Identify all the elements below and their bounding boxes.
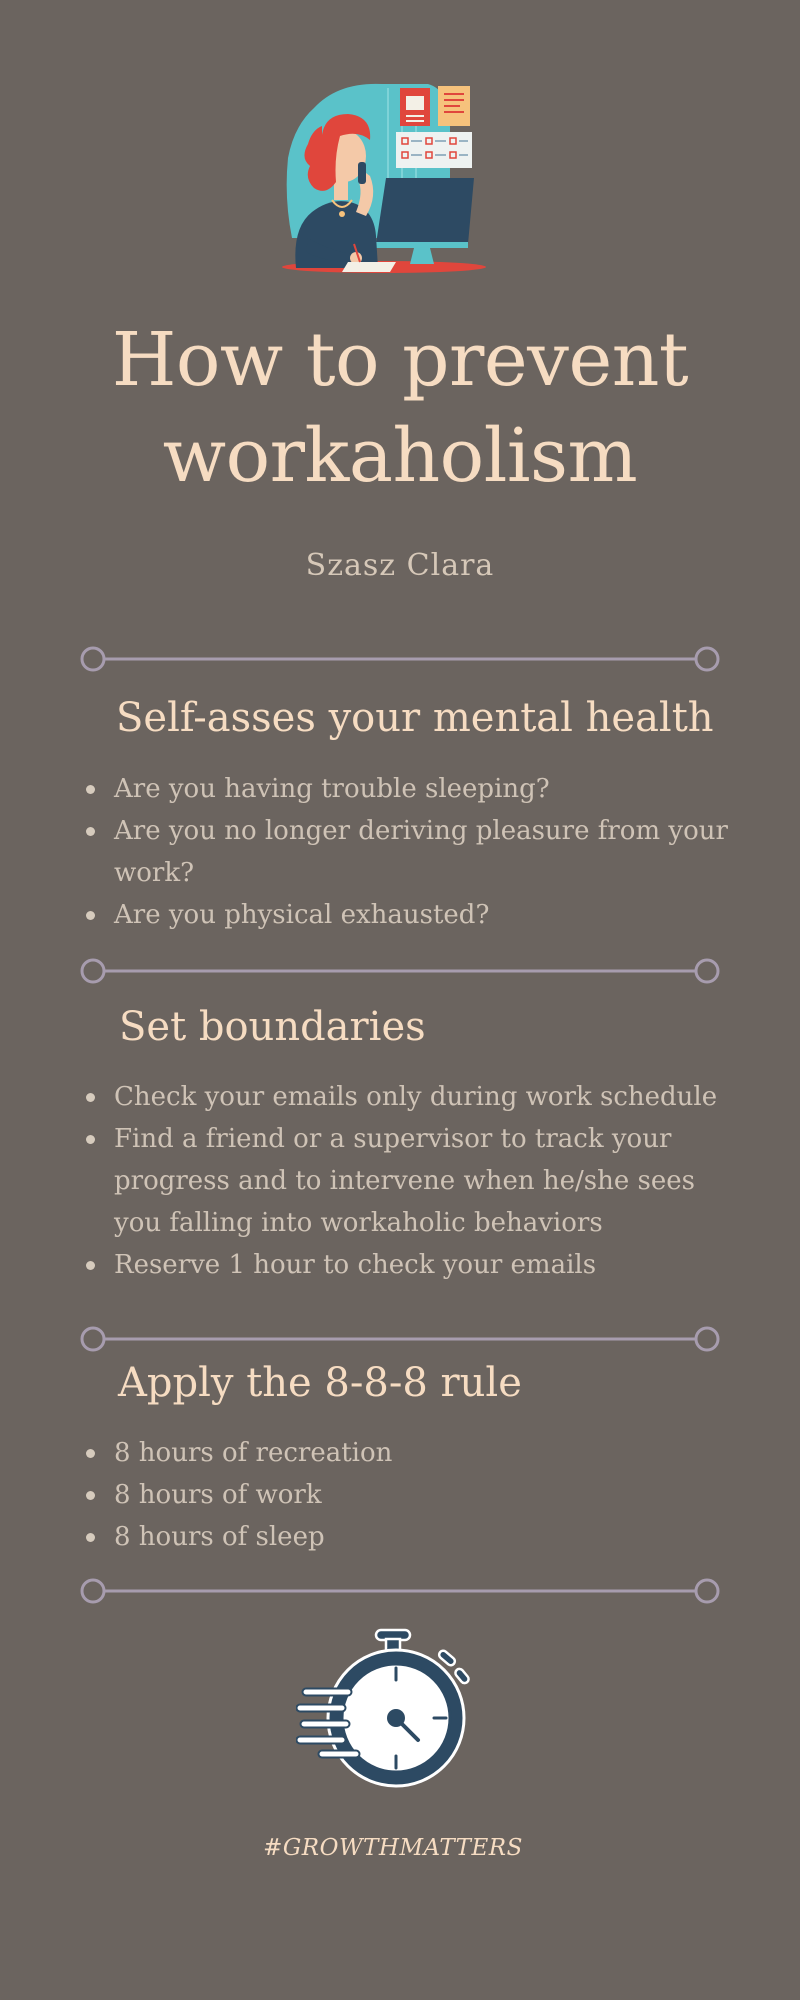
bullet-list xyxy=(86,768,736,936)
list-item: Are you having trouble sleeping? xyxy=(86,768,736,810)
section-heading: Set boundaries xyxy=(119,1004,426,1050)
bullet-list xyxy=(86,1076,736,1286)
section-divider xyxy=(80,1325,720,1353)
list-item: Find a friend or a supervisor to track your progress and to intervene when he/she sees you falling into workaholic behaviors xyxy=(86,1118,736,1244)
stopwatch-icon xyxy=(296,1628,476,1792)
list-item: 8 hours of work xyxy=(86,1474,736,1516)
woman-at-computer-illustration xyxy=(278,78,490,274)
list-item: Check your emails only during work schedule xyxy=(86,1076,736,1118)
hashtag-label: #GROWTHMATTERS xyxy=(263,1835,523,1861)
section-heading: Apply the 8-8-8 rule xyxy=(118,1360,522,1406)
list-item: 8 hours of recreation xyxy=(86,1432,736,1474)
bullet-list xyxy=(86,1432,736,1558)
list-item: Are you no longer deriving pleasure from your work? xyxy=(86,810,736,894)
page-title xyxy=(0,312,800,504)
title-line-1: How to prevent xyxy=(111,317,689,403)
list-item: 8 hours of sleep xyxy=(86,1516,736,1558)
list-item: Are you physical exhausted? xyxy=(86,894,736,936)
list-item: Reserve 1 hour to check your emails xyxy=(86,1244,736,1286)
title-line-2: workaholism xyxy=(162,413,638,499)
section-divider xyxy=(80,645,720,673)
section-heading: Self-asses your mental health xyxy=(116,695,714,741)
section-divider xyxy=(80,1577,720,1605)
author-name: Szasz Clara xyxy=(305,548,495,583)
section-divider xyxy=(80,957,720,985)
